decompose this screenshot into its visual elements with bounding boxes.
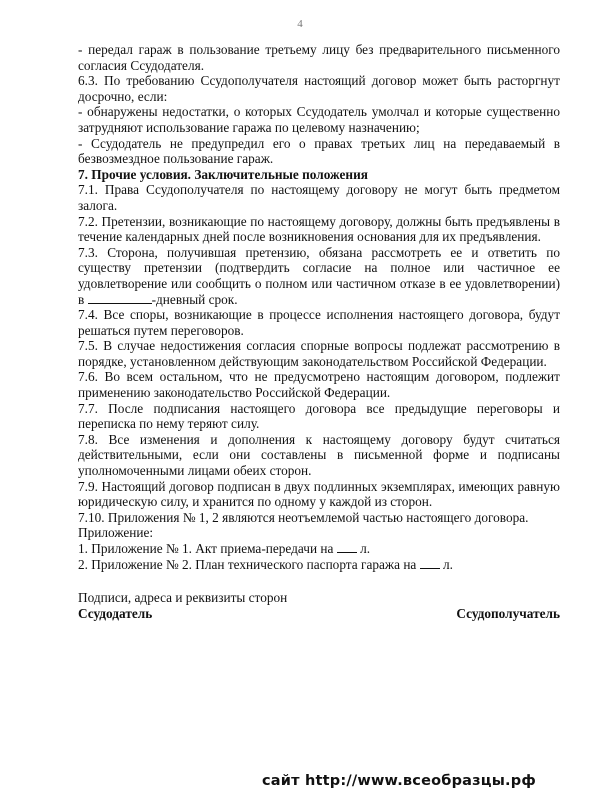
clause-7-10: 7.10. Приложения № 1, 2 являются неотъемлемой частью настоящего договора. [78,509,529,525]
clause-7-4: 7.4. Все споры, возникающие в процессе исполнения настоящего договора, будут решаться путем переговоров. [78,307,560,338]
clause-6-3: 6.3. По требованию Ссудополучателя настоящий договор может быть расторгнут досрочно, если: [78,73,560,104]
blank-line [420,557,440,569]
page-number: 4 [297,18,303,30]
appendix-item-2-suffix: л. [443,556,453,572]
appendix-item-1-suffix: л. [360,541,371,556]
clause-7-3-end: -дневный срок. [151,291,238,307]
document-body [78,42,560,621]
spacer [78,572,560,590]
clause-7-8: 7.8. Все изменения и дополнения к настоящему договору будут считаться действительными, если они составлены в письменной форме и подписаны уполномоченными лицами обеих сторон. [78,431,560,479]
signatures-intro: Подписи, адреса и реквизиты сторон [78,590,288,606]
section-7-heading: 7. Прочие условия. Заключительные положения [78,166,368,182]
site-footer: сайт http://www.всеобразцы.рф [262,773,536,789]
clause-6-2-item: - передал гараж в пользование третьему лицу без предварительного письменного согласия Ссудодателя. [78,42,560,73]
clause-7-1: 7.1. Права Ссудополучателя по настоящему договору не могут быть предметом залога. [78,182,560,213]
clause-6-3-item-1: - обнаружены недостатки, о которых Ссудодатель умолчал и которые существенно затрудняют использование гаража по целевому назначению; [78,104,560,135]
clause-7-7: 7.7. После подписания настоящего договора все предыдущие переговоры и переписка по нему теряют силу. [78,400,560,432]
clause-6-3-item-2: - Ссудодатель не предупредил его о правах третьих лиц на передаваемый в безвозмездное пользование гараж. [78,135,560,167]
clause-7-3-text: 7.3. Сторона, получившая претензию, обязана рассмотреть ее и ответить по существу претензии (подтвердить согласие на полное или частичное ее удовлетворение или сообщить о полном или частичном отказе в ее удовлетворении) в [78,244,560,307]
lender-label: Ссудодатель [78,605,153,621]
clause-7-3 [78,245,560,307]
borrower-label: Ссудополучатель [456,605,560,621]
signature-row [78,606,560,622]
clause-7-9: 7.9. Настоящий договор подписан в двух подлинных экземплярах, имеющих равную юридическую силу, и хранится по одному у каждой из сторон. [78,478,560,510]
appendix-title: Приложение: [78,525,154,541]
blank-line [337,541,357,553]
blank-line [88,292,152,304]
appendix-item-2-text: 2. Приложение № 2. План технического паспорта гаража на [78,556,417,572]
appendix-item-2 [78,557,560,573]
appendix-item-1 [78,541,560,557]
clause-7-2: 7.2. Претензии, возникающие по настоящему договору, должны быть предъявлены в течение календарных дней после возникновения основания для их предъявления. [78,213,560,245]
clause-7-6: 7.6. Во всем остальном, что не предусмотрено настоящим договором, подлежит применению законодательство Российской Федерации. [78,369,560,401]
appendix-item-1-text: 1. Приложение № 1. Акт приема-передачи на [78,541,334,556]
clause-7-5: 7.5. В случае недостижения согласия спорные вопросы подлежат рассмотрению в порядке, установленном действующим законодательством Российской Федерации. [78,338,560,369]
